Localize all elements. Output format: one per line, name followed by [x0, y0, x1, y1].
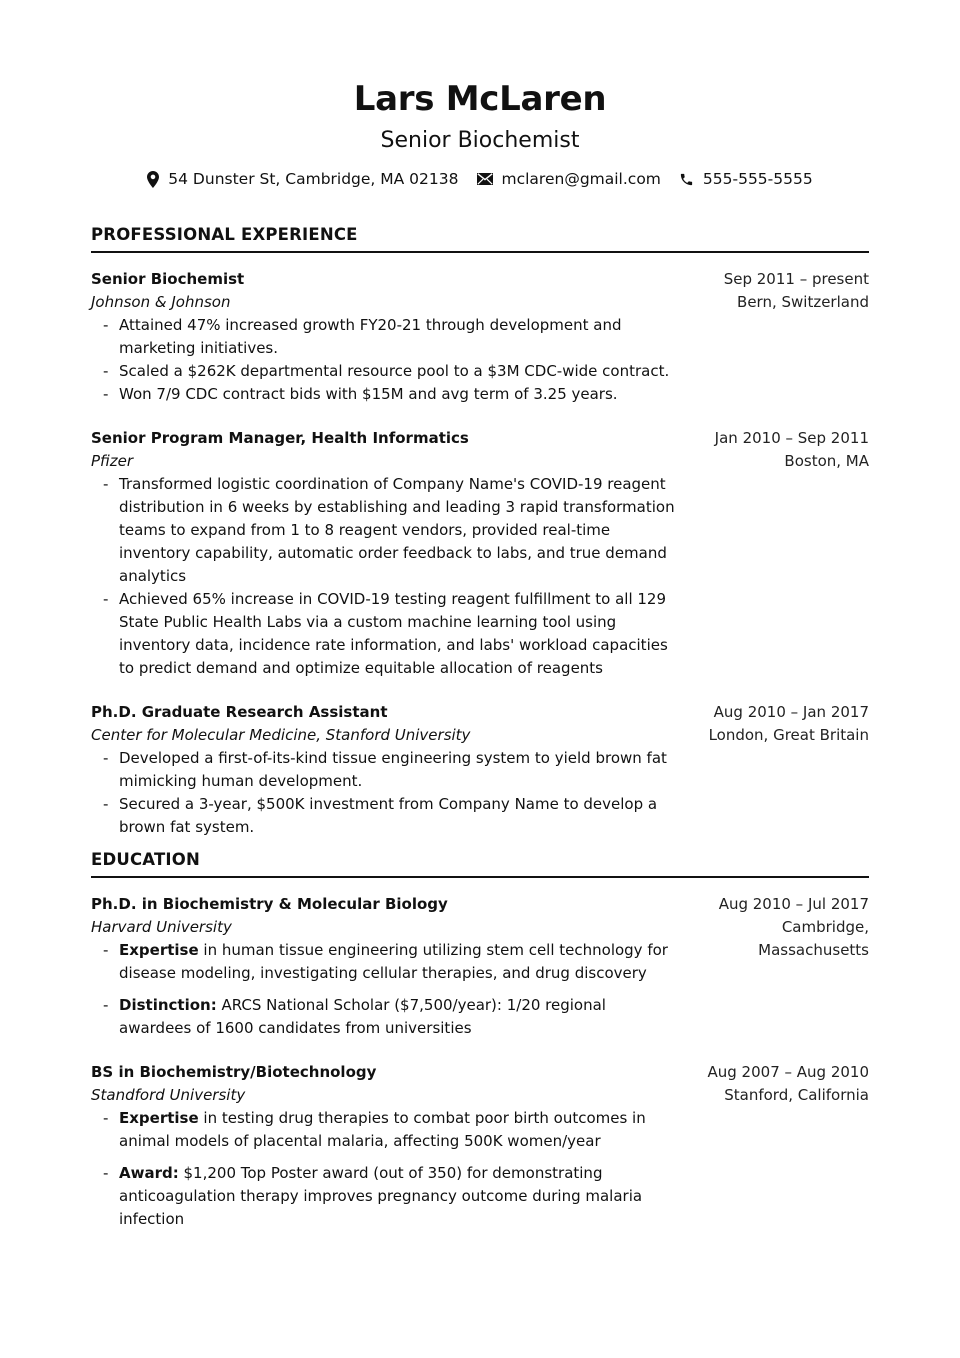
- job-bullets: [91, 314, 683, 406]
- degree-name: Ph.D. in Biochemistry & Molecular Biology: [91, 895, 448, 913]
- education-location: Cambridge, Massachusetts: [758, 918, 869, 959]
- contact-phone: [679, 168, 813, 190]
- job-dates: Aug 2010 – Jan 2017: [713, 703, 869, 721]
- experience-section: [91, 223, 869, 839]
- bullet-item: - Developed a first-of-its-kind tissue engineering system to yield brown fat mimicking human development.: [103, 747, 683, 793]
- job-company: Johnson & Johnson: [91, 293, 231, 311]
- school-name: Standford University: [91, 1086, 246, 1104]
- experience-entry: [91, 268, 869, 406]
- bullet-item: - Scaled a $262K departmental resource pool to a $3M CDC-wide contract.: [103, 360, 683, 383]
- job-company: Center for Molecular Medicine, Stanford University: [91, 726, 471, 744]
- bullet-lead: Award:: [119, 1164, 179, 1182]
- phone-icon: [679, 172, 694, 187]
- bullet-item: - Attained 47% increased growth FY20-21 through development and marketing initiatives.: [103, 314, 683, 360]
- contact-bar: [0, 168, 960, 190]
- experience-entry: [91, 427, 869, 680]
- bullet-item: - Secured a 3-year, $500K investment from Company Name to develop a brown fat system.: [103, 793, 683, 839]
- bullet-item: [103, 994, 683, 1040]
- envelope-icon: [477, 173, 493, 185]
- bullet-item: - Transformed logistic coordination of Company Name's COVID-19 reagent distribution in 6 weeks by establishing and leading 3 rapid transformation teams to expand from 1 to 8 reagent vendors, provided real-time inventory capability, automatic order feedback to labs, and true demand analytics: [103, 473, 683, 588]
- education-entry: [91, 1061, 869, 1231]
- contact-address: [147, 168, 458, 190]
- education-bullets: [91, 1107, 683, 1231]
- school-name: Harvard University: [91, 918, 232, 936]
- job-location: Bern, Switzerland: [737, 293, 869, 311]
- bullet-text: $1,200 Top Poster award (out of 350) for demonstrating anticoagulation therapy improves pregnancy outcome during malaria infection: [119, 1164, 643, 1228]
- contact-email: [477, 168, 661, 190]
- education-section: [91, 848, 869, 1231]
- location-pin-icon: [147, 171, 159, 188]
- job-location: London, Great Britain: [708, 726, 869, 744]
- bullet-text: in human tissue engineering utilizing stem cell technology for disease modeling, investigating cellular therapies, and drug discovery: [119, 941, 668, 982]
- address-text: 54 Dunster St, Cambridge, MA 02138: [168, 170, 459, 188]
- job-company: Pfizer: [91, 452, 134, 470]
- bullet-lead: Expertise: [119, 941, 199, 959]
- education-entry: [91, 893, 869, 1040]
- job-dates: Sep 2011 – present: [723, 270, 869, 288]
- email-link[interactable]: mclaren@gmail.com: [501, 170, 661, 188]
- experience-entry: [91, 701, 869, 839]
- job-bullets: [91, 747, 683, 839]
- job-dates: Jan 2010 – Sep 2011: [714, 429, 869, 447]
- degree-name: BS in Biochemistry/Biotechnology: [91, 1063, 377, 1081]
- job-bullets: [91, 473, 683, 680]
- bullet-item: [103, 1162, 683, 1231]
- education-dates: Aug 2007 – Aug 2010: [707, 1063, 869, 1081]
- job-location: Boston, MA: [784, 452, 869, 470]
- candidate-name: Lars McLaren: [353, 79, 607, 119]
- job-role: Senior Biochemist: [91, 270, 245, 288]
- bullet-lead: Distinction:: [119, 996, 217, 1014]
- education-dates: Aug 2010 – Jul 2017: [718, 895, 869, 913]
- bullet-item: [103, 1107, 683, 1153]
- bullet-item: - Won 7/9 CDC contract bids with $15M and avg term of 3.25 years.: [103, 383, 683, 406]
- section-heading: PROFESSIONAL EXPERIENCE: [91, 223, 869, 253]
- education-location: Stanford, California: [724, 1086, 869, 1104]
- section-heading: EDUCATION: [91, 848, 869, 878]
- bullet-text: ARCS National Scholar ($7,500/year): 1/20 regional awardees of 1600 candidates from universities: [119, 996, 606, 1037]
- job-role: Senior Program Manager, Health Informatics: [91, 429, 469, 447]
- bullet-text: in testing drug therapies to combat poor birth outcomes in animal models of placental malaria, affecting 500K women/year: [119, 1109, 646, 1150]
- bullet-lead: Expertise: [119, 1109, 199, 1127]
- phone-text: 555-555-5555: [702, 170, 813, 188]
- candidate-title: Senior Biochemist: [380, 128, 580, 153]
- bullet-item: [103, 939, 683, 985]
- job-role: Ph.D. Graduate Research Assistant: [91, 703, 388, 721]
- education-bullets: [91, 939, 683, 1040]
- bullet-item: - Achieved 65% increase in COVID-19 testing reagent fulfillment to all 129 State Public Health Labs via a custom machine learning tool using inventory data, incidence rate information, and labs' workload capacities to predict demand and optimize equitable allocation of reagents: [103, 588, 683, 680]
